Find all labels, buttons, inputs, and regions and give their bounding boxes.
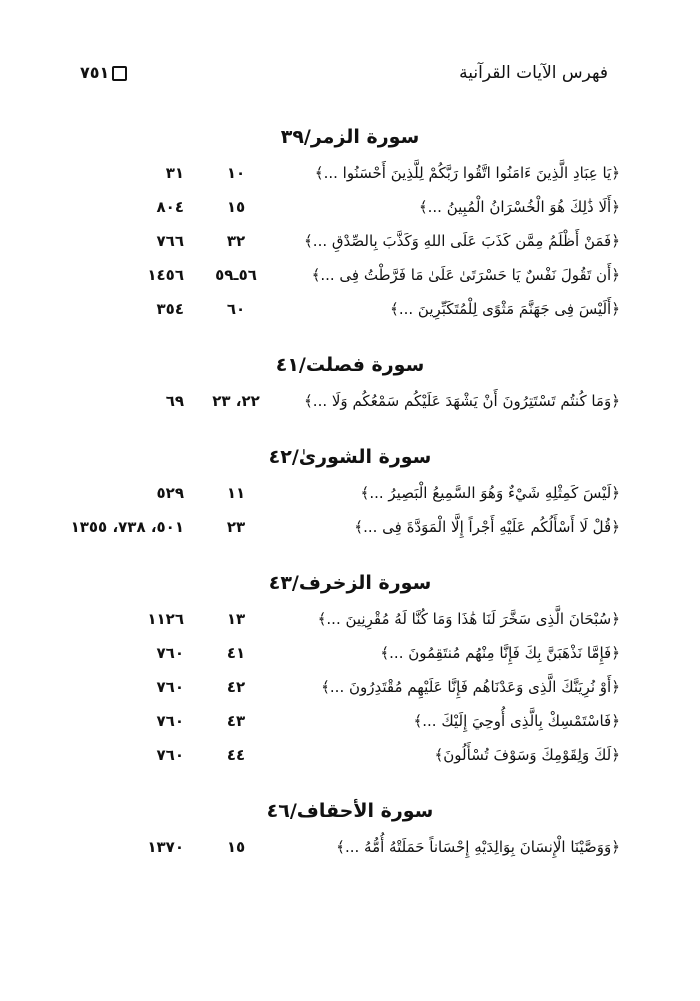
page-references: ١٤٥٦	[147, 266, 184, 284]
verse-row	[0, 476, 700, 510]
ayah-number: ١١	[226, 484, 246, 502]
verse-row	[0, 258, 700, 292]
ayah-number: ١٠	[226, 164, 246, 182]
verse-row	[0, 602, 700, 636]
page-references: ٥٢٩	[156, 484, 184, 502]
verse-text: ﴿فَمَنْ أَظْلَمُ مِمَّن كَذَبَ عَلَى اللهِ وَكَذَّبَ بِالصِّدْقِ ...﴾	[304, 232, 620, 250]
verse-text: ﴿أَلَيْسَ فِى جَهَنَّمَ مَثْوًى لِلْمُتَكَبِّرِينَ ...﴾	[390, 300, 620, 318]
verse-row	[0, 510, 700, 544]
ayah-number: ٥٦ـ٥٩	[215, 266, 257, 284]
running-header-title: فهرس الآيات القرآنية	[459, 63, 608, 83]
verse-row	[0, 636, 700, 670]
page-references: ٦٩	[165, 392, 184, 410]
verse-text: ﴿فَاسْتَمْسِكْ بِالَّذِى أُوحِيَ إِلَيْكَ ...﴾	[413, 712, 620, 730]
ayah-number: ٤٢	[226, 678, 246, 696]
surah-heading: سورة الأحقاف/٤٦	[266, 800, 434, 822]
verse-text: ﴿وَوَصَّيْنَا الْإِنسَانَ بِوَالِدَيْهِ إِحْسَاناً حَمَلَتْهُ أُمُّهُ ...﴾	[336, 838, 620, 856]
verse-text: ﴿أَوْ نُرِيَنَّكَ الَّذِى وَعَدْنَاهُم فَإِنَّا عَلَيْهِم مُقْتَدِرُونَ ...﴾	[321, 678, 620, 696]
verse-row	[0, 292, 700, 326]
ayah-number: ١٥	[226, 838, 246, 856]
page-references: ١١٢٦	[147, 610, 184, 628]
page-references: ٧٦٠	[156, 678, 184, 696]
surah-heading: سورة الشورىٰ/٤٢	[268, 446, 432, 468]
verse-index	[0, 100, 700, 864]
surah-heading: سورة فصلت/٤١	[275, 354, 425, 376]
surah-section	[0, 122, 700, 326]
verse-row	[0, 670, 700, 704]
square-ornament-icon	[112, 66, 127, 81]
verse-row	[0, 384, 700, 418]
page-number	[80, 62, 127, 84]
ayah-number: ٢٣	[226, 518, 246, 536]
verse-text: ﴿وَمَا كُنتُم تَسْتَتِرُونَ أَنْ يَشْهَدَ عَلَيْكُم سَمْعُكُم وَلَا ...﴾	[304, 392, 620, 410]
verse-row	[0, 190, 700, 224]
page-references: ٧٦٠	[156, 712, 184, 730]
surah-heading: سورة الزمر/٣٩	[280, 126, 420, 148]
surah-section	[0, 796, 700, 864]
verse-text: ﴿فَإِمَّا نَذْهَبَنَّ بِكَ فَإِنَّا مِنْهُم مُنتَقِمُونَ ...﴾	[380, 644, 620, 662]
page-references: ٣١	[165, 164, 184, 182]
surah-section	[0, 350, 700, 418]
page-number-text: ٧٥١	[80, 63, 110, 82]
verse-row	[0, 830, 700, 864]
ayah-number: ٢٢، ٢٣	[212, 392, 260, 410]
page-references: ١٣٧٠	[147, 838, 184, 856]
ayah-number: ٤٤	[226, 746, 246, 764]
verse-text: ﴿قُلْ لَا أَسْأَلُكُم عَلَيْهِ أَجْراً إِلَّا الْمَوَدَّةَ فِى ...﴾	[354, 518, 620, 536]
ayah-number: ٦٠	[226, 300, 246, 318]
page-references: ٧٦٠	[156, 746, 184, 764]
verse-row	[0, 738, 700, 772]
verse-row	[0, 704, 700, 738]
surah-section	[0, 442, 700, 544]
page-references: ٨٠٤	[156, 198, 184, 216]
verse-text: ﴿لَيْسَ كَمِثْلِهِ شَيْءٌ وَهُوَ السَّمِيعُ الْبَصِيرُ ...﴾	[360, 484, 620, 502]
page-references: ٥٠١، ٧٣٨، ١٣٥٥	[70, 518, 184, 536]
verse-text: ﴿لَكَ وَلِقَوْمِكَ وَسَوْفَ تُسْأَلُونَ﴾	[434, 746, 620, 764]
ayah-number: ١٥	[226, 198, 246, 216]
page-references: ٧٦٦	[156, 232, 184, 250]
ayah-number: ٤٣	[226, 712, 246, 730]
verse-row	[0, 224, 700, 258]
page-references: ٧٦٠	[156, 644, 184, 662]
running-header	[0, 0, 700, 100]
ayah-number: ٣٢	[226, 232, 246, 250]
verse-text: ﴿أَن تَقُولَ نَفْسٌ يَا حَسْرَتَىٰ عَلَىٰ مَا فَرَّطْتُ فِى ...﴾	[311, 266, 620, 284]
page-references: ٣٥٤	[156, 300, 184, 318]
ayah-number: ٤١	[226, 644, 246, 662]
ayah-number: ١٣	[226, 610, 246, 628]
verse-text: ﴿يَا عِبَادِ الَّذِينَ ءَامَنُوا اتَّقُوا رَبَّكُمْ لِلَّذِينَ أَحْسَنُوا ...﴾	[314, 164, 620, 182]
verse-text: ﴿أَلَا ذَٰلِكَ هُوَ الْخُسْرَانُ الْمُبِينُ ...﴾	[418, 198, 620, 216]
verse-text: ﴿سُبْحَانَ الَّذِى سَخَّرَ لَنَا هَٰذَا وَمَا كُنَّا لَهُ مُقْرِنِينَ ...﴾	[317, 610, 620, 628]
surah-heading: سورة الزخرف/٤٣	[268, 572, 432, 594]
surah-section	[0, 568, 700, 772]
verse-row	[0, 156, 700, 190]
